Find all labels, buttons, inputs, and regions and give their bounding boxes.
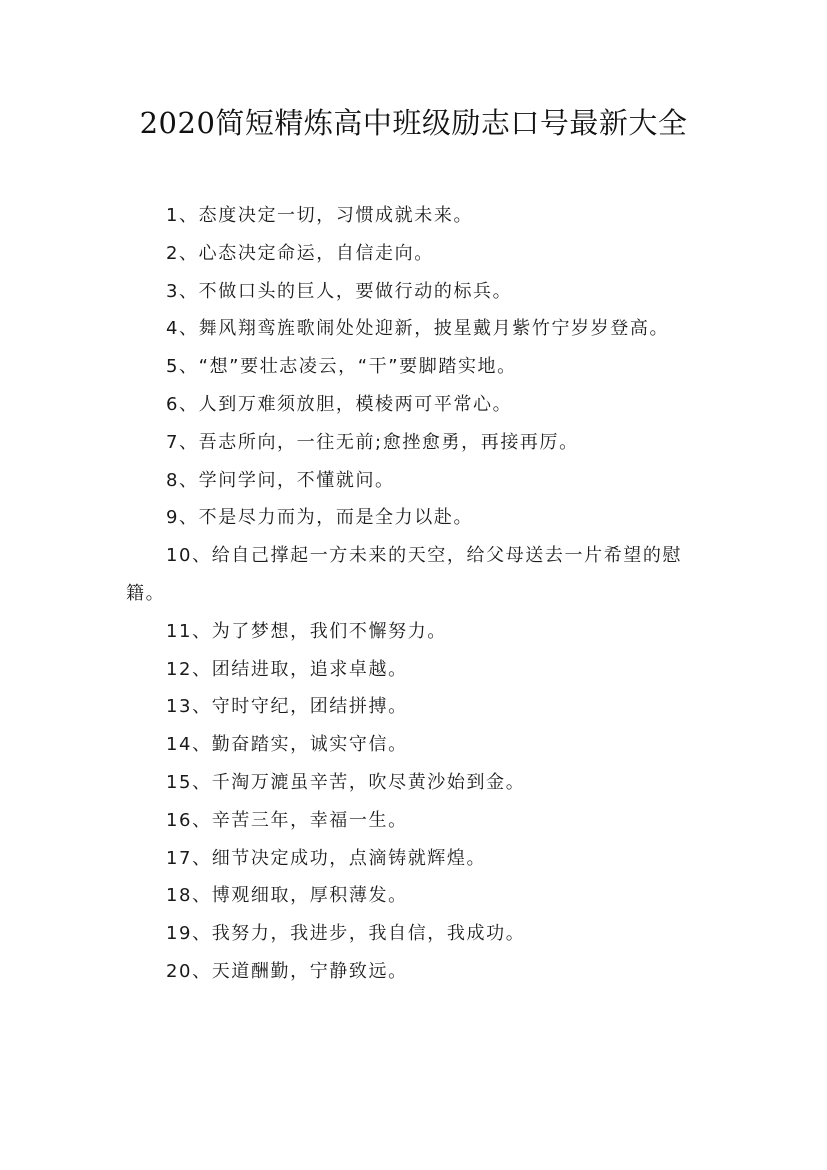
- slogan-item-8: 8、学问学问，不懂就问。: [166, 469, 395, 491]
- slogan-item-15: 15、千淘万漉虽辛苦，吹尽黄沙始到金。: [166, 771, 526, 793]
- slogan-item-13: 13、守时守纪，团结拼搏。: [166, 696, 408, 718]
- slogan-item-19: 19、我努力，我进步，我自信，我成功。: [166, 923, 526, 945]
- slogan-item-20: 20、天道酬勤，宁静致远。: [166, 960, 408, 982]
- slogan-list: [126, 197, 704, 991]
- slogan-item-12: 12、团结进取，追求卓越。: [166, 658, 408, 680]
- slogan-item-5: 5、“想”要壮志凌云，“干”要脚踏实地。: [166, 356, 517, 378]
- slogan-item-4: 4、舞风翔鸾旌歌闹处处迎新，披星戴月紫竹宁岁岁登高。: [166, 318, 670, 340]
- slogan-item-1: 1、态度决定一切，习惯成就未来。: [166, 205, 474, 226]
- slogan-item-7: 7、吾志所向，一往无前;愈挫愈勇，再接再厉。: [166, 431, 579, 453]
- slogan-item-9: 9、不是尽力而为，而是全力以赴。: [166, 507, 474, 529]
- slogan-item-17: 17、细节决定成功，点滴铸就辉煌。: [166, 847, 487, 869]
- slogan-item-14: 14、勤奋踏实，诚实守信。: [166, 734, 408, 756]
- slogan-item-3: 3、不做口头的巨人，要做行动的标兵。: [166, 280, 513, 302]
- slogan-item-18: 18、博观细取，厚积薄发。: [166, 885, 408, 907]
- slogan-item-16: 16、辛苦三年，幸福一生。: [166, 809, 408, 831]
- slogan-item-11: 11、为了梦想，我们不懈努力。: [166, 620, 447, 642]
- slogan-item-2: 2、心态决定命运，自信走向。: [166, 242, 434, 264]
- document-title: 2020简短精炼高中班级励志口号最新大全: [139, 106, 688, 140]
- slogan-item-10: 10、给自己撑起一方未来的天空，给父母送去一片希望的慰籍。: [126, 545, 683, 604]
- slogan-item-6: 6、人到万难须放胆，模棱两可平常心。: [166, 393, 513, 415]
